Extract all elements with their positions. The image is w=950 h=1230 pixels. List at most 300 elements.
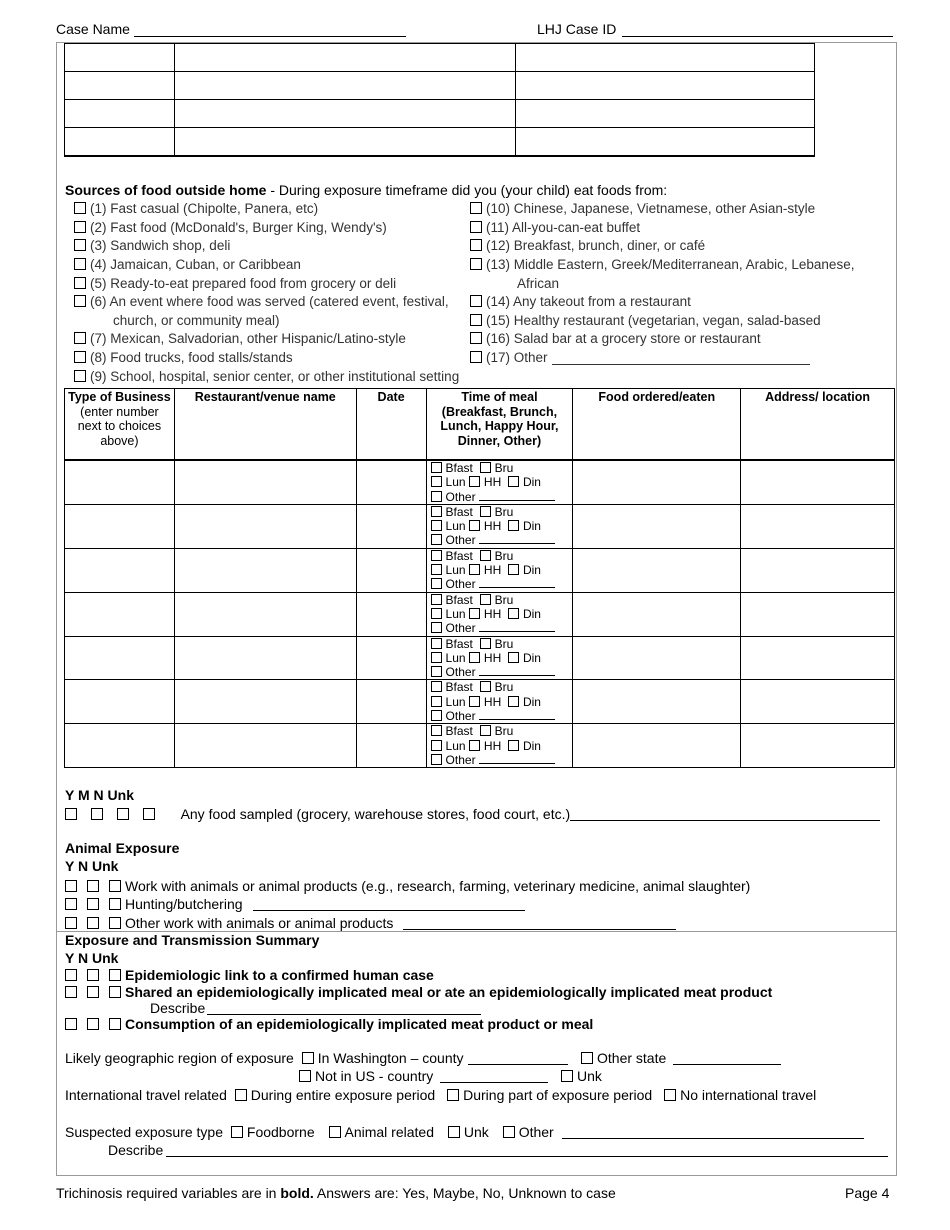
foodborne-checkbox[interactable] bbox=[231, 1126, 243, 1138]
other-meal-field[interactable] bbox=[479, 621, 555, 632]
source-option-10[interactable] bbox=[470, 201, 815, 216]
lun-checkbox[interactable] bbox=[431, 696, 442, 707]
table-cell[interactable] bbox=[741, 636, 895, 680]
source-option-15[interactable] bbox=[470, 313, 821, 328]
table-cell[interactable] bbox=[65, 72, 175, 100]
option-label: (8) Food trucks, food stalls/stands bbox=[90, 350, 293, 365]
bru-checkbox[interactable] bbox=[480, 506, 491, 517]
checkbox[interactable] bbox=[470, 221, 482, 233]
table-cell[interactable] bbox=[65, 724, 175, 768]
hh-label: HH bbox=[483, 606, 502, 621]
hh-checkbox[interactable] bbox=[469, 652, 480, 663]
case-name-field[interactable] bbox=[134, 36, 406, 37]
travel-label: International travel related bbox=[65, 1087, 227, 1103]
meal-cell[interactable] bbox=[426, 548, 573, 592]
checkbox[interactable] bbox=[74, 370, 86, 382]
other-meal-field[interactable] bbox=[479, 665, 555, 676]
lun-label: Lun bbox=[445, 475, 466, 490]
animal-header: Y N Unk bbox=[65, 858, 119, 874]
suspected-other-checkbox[interactable] bbox=[503, 1126, 515, 1138]
travel-entire-checkbox[interactable] bbox=[235, 1089, 247, 1101]
col-meal: Time of meal (Breakfast, Brunch, Lunch, Happy Hour, Dinner, Other) bbox=[426, 389, 573, 461]
option-label: (1) Fast casual (Chipolte, Panera, etc) bbox=[90, 201, 319, 216]
meal-cell[interactable] bbox=[426, 504, 573, 548]
animal-related-label: Animal related bbox=[344, 1124, 434, 1140]
source-option-7[interactable] bbox=[74, 331, 406, 346]
table-cell[interactable] bbox=[573, 460, 741, 504]
din-checkbox[interactable] bbox=[508, 564, 519, 575]
bru-label: Bru bbox=[494, 592, 514, 607]
bru-label: Bru bbox=[494, 680, 514, 695]
table-header-row bbox=[65, 389, 895, 461]
bfast-checkbox[interactable] bbox=[431, 638, 442, 649]
animal-item-2 bbox=[65, 896, 243, 912]
summary-item-2 bbox=[65, 984, 772, 1000]
not-us-option bbox=[299, 1068, 433, 1084]
bru-checkbox[interactable] bbox=[480, 550, 491, 561]
table-cell[interactable] bbox=[573, 592, 741, 636]
table-cell[interactable] bbox=[516, 100, 815, 128]
table-cell[interactable] bbox=[174, 72, 516, 100]
other-meal-checkbox[interactable] bbox=[431, 710, 442, 721]
meal-options bbox=[427, 549, 573, 592]
table-cell[interactable] bbox=[573, 504, 741, 548]
checkbox[interactable] bbox=[470, 332, 482, 344]
bfast-label: Bfast bbox=[445, 548, 473, 563]
bfast-checkbox[interactable] bbox=[431, 725, 442, 736]
option-label: (7) Mexican, Salvadorian, other Hispanic/Latino-style bbox=[90, 331, 406, 346]
source-option-9[interactable] bbox=[74, 369, 459, 384]
bru-checkbox[interactable] bbox=[480, 638, 491, 649]
other-meal-label: Other bbox=[445, 709, 476, 724]
hh-checkbox[interactable] bbox=[469, 740, 480, 751]
hh-checkbox[interactable] bbox=[469, 608, 480, 619]
option-label: (14) Any takeout from a restaurant bbox=[486, 294, 691, 309]
table-row bbox=[65, 592, 895, 636]
sources-heading bbox=[65, 182, 667, 198]
table-cell[interactable] bbox=[174, 592, 356, 636]
other-meal-field[interactable] bbox=[479, 490, 555, 501]
table-row bbox=[65, 504, 895, 548]
table-cell[interactable] bbox=[174, 636, 356, 680]
table-cell[interactable] bbox=[174, 548, 356, 592]
din-label: Din bbox=[522, 650, 541, 665]
sources-title: Sources of food outside home bbox=[65, 182, 267, 198]
source-option-12[interactable] bbox=[470, 238, 705, 253]
other-meal-checkbox[interactable] bbox=[431, 491, 442, 502]
lun-checkbox[interactable] bbox=[431, 652, 442, 663]
bru-checkbox[interactable] bbox=[480, 681, 491, 692]
table-cell[interactable] bbox=[65, 548, 175, 592]
food-sampled-field[interactable] bbox=[570, 820, 880, 821]
din-checkbox[interactable] bbox=[508, 520, 519, 531]
yes-checkbox[interactable] bbox=[65, 898, 77, 910]
unk-checkbox[interactable] bbox=[109, 898, 121, 910]
hh-label: HH bbox=[483, 694, 502, 709]
checkbox[interactable] bbox=[74, 239, 86, 251]
table-cell[interactable] bbox=[573, 636, 741, 680]
suspected-other-field[interactable] bbox=[562, 1138, 864, 1139]
lun-label: Lun bbox=[445, 606, 466, 621]
source-option-11[interactable] bbox=[470, 220, 640, 235]
other-state-checkbox[interactable] bbox=[581, 1052, 593, 1064]
table-cell[interactable] bbox=[516, 128, 815, 157]
checkbox[interactable] bbox=[470, 239, 482, 251]
din-checkbox[interactable] bbox=[508, 652, 519, 663]
yes-checkbox[interactable] bbox=[65, 986, 77, 998]
din-label: Din bbox=[522, 563, 541, 578]
table-cell[interactable] bbox=[516, 72, 815, 100]
travel-none-checkbox[interactable] bbox=[664, 1089, 676, 1101]
no-checkbox[interactable] bbox=[87, 898, 99, 910]
bru-label: Bru bbox=[494, 504, 514, 519]
summary-item-label: Shared an epidemiologically implicated meal or ate an epidemiologically implicated meat product bbox=[125, 984, 773, 1000]
other-meal-label: Other bbox=[445, 533, 476, 548]
lun-label: Lun bbox=[445, 519, 466, 534]
checkbox[interactable] bbox=[74, 202, 86, 214]
table-cell[interactable] bbox=[741, 504, 895, 548]
travel-part-label: During part of exposure period bbox=[463, 1087, 653, 1103]
meal-options bbox=[427, 637, 573, 680]
checkbox[interactable] bbox=[470, 295, 482, 307]
other-meal-label: Other bbox=[445, 621, 476, 636]
bru-checkbox[interactable] bbox=[480, 462, 491, 473]
table-cell[interactable] bbox=[573, 724, 741, 768]
meal-cell[interactable] bbox=[426, 724, 573, 768]
table-cell[interactable] bbox=[741, 680, 895, 724]
meal-cell[interactable] bbox=[426, 592, 573, 636]
lun-label: Lun bbox=[445, 738, 466, 753]
table-cell[interactable] bbox=[573, 548, 741, 592]
footer-bold: bold. bbox=[280, 1185, 314, 1201]
summary-item-label: Consumption of an epidemiologically implicated meat product or meal bbox=[125, 1016, 594, 1032]
animal-item-label: Hunting/butchering bbox=[125, 896, 243, 912]
source-option-6[interactable] bbox=[74, 294, 449, 309]
bfast-label: Bfast bbox=[445, 504, 473, 519]
other-meal-checkbox[interactable] bbox=[431, 534, 442, 545]
food-sampled-row bbox=[65, 806, 570, 822]
food-sampled-header: Y M N Unk bbox=[65, 787, 134, 803]
source-option-5[interactable] bbox=[74, 276, 396, 291]
other-meal-label: Other bbox=[445, 665, 476, 680]
table-cell[interactable] bbox=[174, 128, 516, 157]
travel-row bbox=[65, 1087, 816, 1103]
lun-checkbox[interactable] bbox=[431, 564, 442, 575]
meal-options bbox=[427, 680, 573, 723]
bfast-label: Bfast bbox=[445, 592, 473, 607]
source-option-13[interactable] bbox=[470, 257, 854, 272]
table-row bbox=[65, 128, 815, 157]
other-meal-checkbox[interactable] bbox=[431, 622, 442, 633]
other-source-field[interactable] bbox=[552, 364, 810, 365]
unk-checkbox[interactable] bbox=[109, 880, 121, 892]
option-label: (16) Salad bar at a grocery store or restaurant bbox=[486, 331, 761, 346]
checkbox[interactable] bbox=[470, 202, 482, 214]
din-checkbox[interactable] bbox=[508, 740, 519, 751]
bfast-checkbox[interactable] bbox=[431, 462, 442, 473]
table-cell[interactable] bbox=[65, 100, 175, 128]
table-row bbox=[65, 100, 815, 128]
table-cell[interactable] bbox=[573, 680, 741, 724]
meal-options bbox=[427, 593, 573, 636]
table-cell[interactable] bbox=[741, 592, 895, 636]
travel-entire-label: During entire exposure period bbox=[250, 1087, 436, 1103]
other-meal-checkbox[interactable] bbox=[431, 666, 442, 677]
checkbox[interactable] bbox=[74, 277, 86, 289]
table-row bbox=[65, 724, 895, 768]
table-cell[interactable] bbox=[65, 680, 175, 724]
other-animal-field[interactable] bbox=[403, 929, 676, 930]
other-meal-checkbox[interactable] bbox=[431, 578, 442, 589]
bfast-label: Bfast bbox=[445, 724, 473, 739]
suspected-describe-field[interactable] bbox=[166, 1156, 888, 1157]
hh-checkbox[interactable] bbox=[469, 520, 480, 531]
summary-describe-field[interactable] bbox=[207, 1014, 481, 1015]
lun-checkbox[interactable] bbox=[431, 476, 442, 487]
summary-describe-label: Describe bbox=[150, 1000, 206, 1016]
table-cell[interactable] bbox=[65, 504, 175, 548]
din-label: Din bbox=[522, 606, 541, 621]
no-checkbox[interactable] bbox=[87, 986, 99, 998]
suspected-describe-label: Describe bbox=[108, 1142, 164, 1158]
wa-label: In Washington – county bbox=[317, 1050, 464, 1066]
bfast-checkbox[interactable] bbox=[431, 594, 442, 605]
summary-item-3 bbox=[65, 1016, 593, 1032]
other-state-option bbox=[581, 1050, 666, 1066]
lun-checkbox[interactable] bbox=[431, 608, 442, 619]
col-type bbox=[65, 389, 175, 461]
case-name-label: Case Name bbox=[56, 21, 130, 37]
hh-label: HH bbox=[483, 519, 502, 534]
suspected-unk-label: Unk bbox=[463, 1124, 489, 1140]
region-label: Likely geographic region of exposure bbox=[65, 1050, 294, 1066]
suspected-other-label: Other bbox=[518, 1124, 554, 1140]
bru-label: Bru bbox=[494, 461, 514, 475]
other-meal-field[interactable] bbox=[479, 753, 555, 764]
din-label: Din bbox=[522, 475, 541, 490]
checkbox[interactable] bbox=[470, 314, 482, 326]
summary-header: Y N Unk bbox=[65, 950, 119, 966]
table-cell[interactable] bbox=[65, 636, 175, 680]
hh-checkbox[interactable] bbox=[469, 476, 480, 487]
table-row bbox=[65, 460, 895, 504]
wa-checkbox[interactable] bbox=[302, 1052, 314, 1064]
option-label: (11) All-you-can-eat buffet bbox=[486, 220, 641, 235]
table-cell[interactable] bbox=[65, 128, 175, 157]
option-label: (2) Fast food (McDonald's, Burger King, Wendy's) bbox=[90, 220, 387, 235]
county-field[interactable] bbox=[468, 1064, 568, 1065]
source-option-17[interactable] bbox=[470, 350, 548, 365]
bru-label: Bru bbox=[494, 724, 514, 739]
unk-checkbox[interactable] bbox=[109, 969, 121, 981]
food-sampled-label: Any food sampled (grocery, warehouse stores, food court, etc.) bbox=[180, 806, 571, 822]
no-checkbox[interactable] bbox=[87, 917, 99, 929]
travel-part-checkbox[interactable] bbox=[447, 1089, 459, 1101]
table-cell[interactable] bbox=[516, 44, 815, 72]
venue-table bbox=[64, 388, 895, 768]
table-cell[interactable] bbox=[356, 636, 426, 680]
animal-item-3 bbox=[65, 915, 393, 931]
din-checkbox[interactable] bbox=[508, 696, 519, 707]
lun-label: Lun bbox=[445, 650, 466, 665]
other-meal-field[interactable] bbox=[479, 577, 555, 588]
col-type-label: Type of Business bbox=[68, 390, 171, 404]
hh-checkbox[interactable] bbox=[469, 564, 480, 575]
animal-item-label: Other work with animals or animal products bbox=[125, 915, 394, 931]
travel-none-label: No international travel bbox=[680, 1087, 817, 1103]
suspected-label: Suspected exposure type bbox=[65, 1124, 223, 1140]
yes-checkbox[interactable] bbox=[65, 808, 77, 820]
col-address: Address/ location bbox=[741, 389, 895, 461]
lhj-case-id-label: LHJ Case ID bbox=[537, 21, 617, 37]
yes-checkbox[interactable] bbox=[65, 880, 77, 892]
hh-label: HH bbox=[483, 475, 502, 490]
table-cell[interactable] bbox=[174, 44, 516, 72]
other-meal-field[interactable] bbox=[479, 709, 555, 720]
no-checkbox[interactable] bbox=[87, 969, 99, 981]
meal-cell[interactable] bbox=[426, 460, 573, 504]
option-label: (13) Middle Eastern, Greek/Mediterranean, Arabic, Lebanese, bbox=[486, 257, 855, 272]
other-meal-field[interactable] bbox=[479, 533, 555, 544]
checkbox[interactable] bbox=[470, 351, 482, 363]
source-option-16[interactable] bbox=[470, 331, 761, 346]
din-checkbox[interactable] bbox=[508, 608, 519, 619]
table-cell[interactable] bbox=[356, 504, 426, 548]
bru-checkbox[interactable] bbox=[480, 594, 491, 605]
meal-cell[interactable] bbox=[426, 636, 573, 680]
meal-cell[interactable] bbox=[426, 680, 573, 724]
checkbox[interactable] bbox=[470, 258, 482, 270]
option-label: (12) Breakfast, brunch, diner, or café bbox=[486, 238, 706, 253]
not-us-label: Not in US - country bbox=[315, 1068, 434, 1084]
bfast-checkbox[interactable] bbox=[431, 681, 442, 692]
source-option-4[interactable] bbox=[74, 257, 301, 272]
col-date: Date bbox=[356, 389, 426, 461]
yes-checkbox[interactable] bbox=[65, 969, 77, 981]
lun-checkbox[interactable] bbox=[431, 740, 442, 751]
bfast-checkbox[interactable] bbox=[431, 550, 442, 561]
din-checkbox[interactable] bbox=[508, 476, 519, 487]
din-label: Din bbox=[522, 519, 541, 534]
table-row bbox=[65, 72, 815, 100]
source-option-6-cont: church, or community meal) bbox=[113, 313, 280, 328]
sources-subtitle: - During exposure timeframe did you (your child) eat foods from: bbox=[266, 182, 668, 198]
bru-label: Bru bbox=[494, 548, 514, 563]
table-row bbox=[65, 548, 895, 592]
source-option-3[interactable] bbox=[74, 238, 230, 253]
footer-suffix: Answers are: Yes, Maybe, No, Unknown to case bbox=[313, 1185, 616, 1201]
unk-checkbox[interactable] bbox=[109, 986, 121, 998]
source-option-1[interactable] bbox=[74, 201, 318, 216]
option-label: (3) Sandwich shop, deli bbox=[90, 238, 231, 253]
table-cell[interactable] bbox=[174, 460, 356, 504]
no-checkbox[interactable] bbox=[87, 880, 99, 892]
table-cell[interactable] bbox=[65, 592, 175, 636]
country-field[interactable] bbox=[440, 1082, 548, 1083]
bfast-checkbox[interactable] bbox=[431, 506, 442, 517]
hunting-field[interactable] bbox=[253, 910, 525, 911]
source-option-2[interactable] bbox=[74, 220, 387, 235]
bfast-label: Bfast bbox=[445, 680, 473, 695]
source-option-13-cont: African bbox=[517, 276, 560, 291]
hh-checkbox[interactable] bbox=[469, 696, 480, 707]
meal-options bbox=[427, 461, 573, 504]
din-label: Din bbox=[522, 694, 541, 709]
unk-checkbox[interactable] bbox=[109, 1018, 121, 1030]
checkbox[interactable] bbox=[74, 351, 86, 363]
table-cell[interactable] bbox=[741, 460, 895, 504]
table-cell[interactable] bbox=[356, 724, 426, 768]
table-cell[interactable] bbox=[174, 724, 356, 768]
no-checkbox[interactable] bbox=[87, 1018, 99, 1030]
lun-checkbox[interactable] bbox=[431, 520, 442, 531]
yes-checkbox[interactable] bbox=[65, 917, 77, 929]
table-row bbox=[65, 680, 895, 724]
table-cell[interactable] bbox=[741, 724, 895, 768]
checkbox[interactable] bbox=[74, 221, 86, 233]
bfast-label: Bfast bbox=[445, 636, 473, 651]
footer-prefix: Trichinosis required variables are in bbox=[56, 1185, 281, 1201]
table-cell[interactable] bbox=[174, 680, 356, 724]
option-label: (9) School, hospital, senior center, or other institutional setting bbox=[90, 369, 460, 384]
yes-checkbox[interactable] bbox=[65, 1018, 77, 1030]
table-cell[interactable] bbox=[741, 548, 895, 592]
no-checkbox[interactable] bbox=[117, 808, 129, 820]
table-cell[interactable] bbox=[356, 592, 426, 636]
suspected-unk-checkbox[interactable] bbox=[448, 1126, 460, 1138]
checkbox[interactable] bbox=[74, 258, 86, 270]
unk-checkbox[interactable] bbox=[109, 917, 121, 929]
option-label: (15) Healthy restaurant (vegetarian, vegan, salad-based bbox=[486, 313, 821, 328]
lun-label: Lun bbox=[445, 563, 466, 578]
checkbox[interactable] bbox=[74, 332, 86, 344]
table-cell[interactable] bbox=[65, 44, 175, 72]
table-cell[interactable] bbox=[65, 460, 175, 504]
option-label: (10) Chinese, Japanese, Vietnamese, other Asian-style bbox=[486, 201, 816, 216]
animal-title: Animal Exposure bbox=[65, 840, 180, 856]
hh-label: HH bbox=[483, 738, 502, 753]
option-label: (6) An event where food was served (catered event, festival, bbox=[90, 294, 449, 309]
col-food: Food ordered/eaten bbox=[573, 389, 741, 461]
footer-note bbox=[56, 1185, 616, 1201]
table-cell[interactable] bbox=[356, 680, 426, 724]
hh-label: HH bbox=[483, 650, 502, 665]
option-label: (17) Other bbox=[486, 350, 548, 365]
bru-checkbox[interactable] bbox=[480, 725, 491, 736]
source-option-14[interactable] bbox=[470, 294, 691, 309]
animal-related-checkbox[interactable] bbox=[329, 1126, 341, 1138]
unk-checkbox[interactable] bbox=[143, 808, 155, 820]
continued-table bbox=[64, 43, 815, 157]
table-cell[interactable] bbox=[174, 504, 356, 548]
checkbox[interactable] bbox=[74, 295, 86, 307]
table-cell[interactable] bbox=[356, 460, 426, 504]
table-cell[interactable] bbox=[356, 548, 426, 592]
region-unk-option bbox=[561, 1068, 602, 1084]
other-meal-label: Other bbox=[445, 489, 476, 504]
table-cell[interactable] bbox=[174, 100, 516, 128]
not-us-checkbox[interactable] bbox=[299, 1070, 311, 1082]
unk-checkbox[interactable] bbox=[561, 1070, 573, 1082]
other-state-field[interactable] bbox=[673, 1064, 781, 1065]
source-option-8[interactable] bbox=[74, 350, 293, 365]
maybe-checkbox[interactable] bbox=[91, 808, 103, 820]
lhj-case-id-field[interactable] bbox=[622, 36, 893, 37]
unk-label: Unk bbox=[577, 1068, 602, 1084]
bfast-label: Bfast bbox=[445, 461, 473, 475]
summary-title: Exposure and Transmission Summary bbox=[65, 932, 320, 948]
other-meal-checkbox[interactable] bbox=[431, 754, 442, 765]
